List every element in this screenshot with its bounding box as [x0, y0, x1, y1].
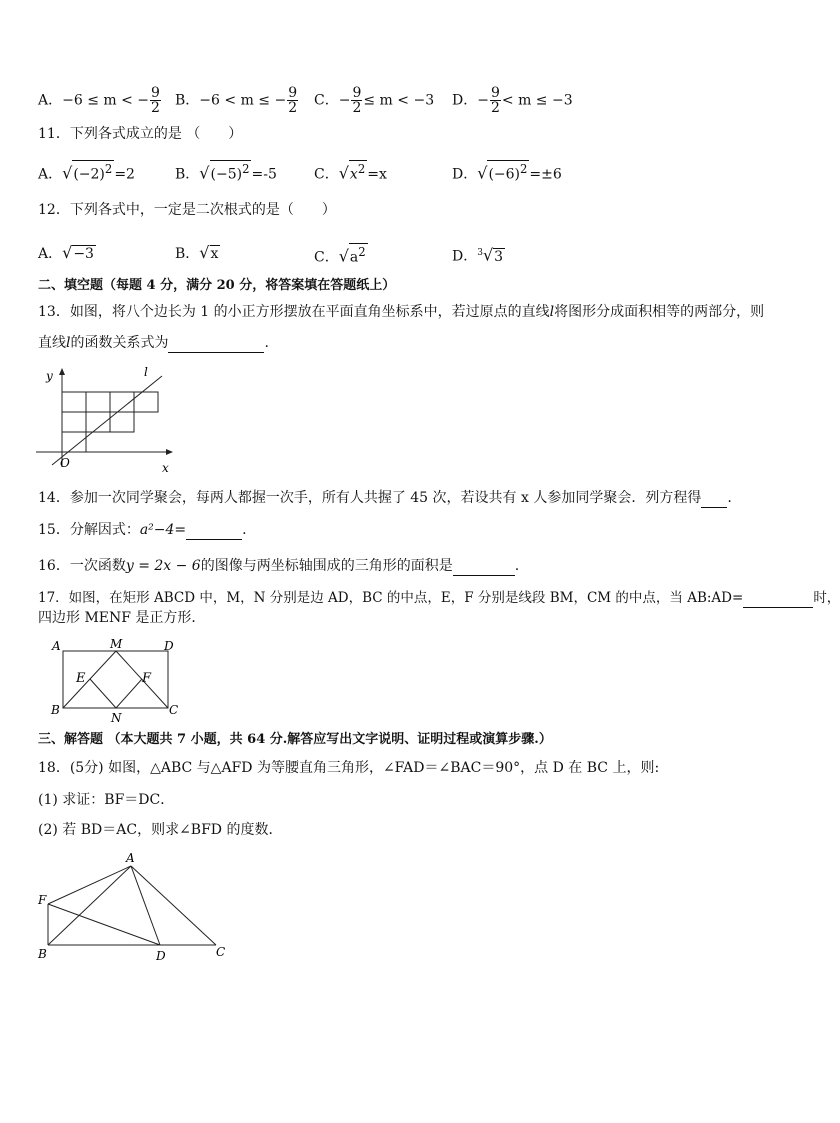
- q12-option-d: D．$^3$√3: [452, 245, 504, 265]
- q12-option-a: A．√−3: [38, 243, 94, 262]
- label-a: A: [126, 851, 135, 865]
- label-o: O: [60, 456, 70, 470]
- section-2-heading: 二、填空题（每题 4 分，满分 20 分，将答案填在答题纸上）: [38, 278, 396, 293]
- label-d: D: [156, 949, 166, 963]
- q11-option-b: B．$√(-5)^2 =-5$: [175, 162, 277, 183]
- square: [86, 392, 110, 412]
- segment-ab: [48, 866, 131, 945]
- q10-option-d: D．− $\frac{9}{2}$ < m ≤ −3: [452, 85, 573, 116]
- q12-stem: 12．下列各式中，一定是二次根式的是（ ）: [38, 202, 336, 218]
- square: [86, 412, 110, 432]
- q14-answer-blank[interactable]: [701, 491, 727, 508]
- label-b: B: [38, 947, 47, 961]
- segment-fd: [48, 904, 160, 945]
- q11-stem: 11．下列各式成立的是 （ ）: [38, 126, 243, 142]
- q16: 16．一次函数y = 2x − 6的图像与两坐标轴围成的三角形的面积是 .: [38, 558, 520, 574]
- q13-line2: 直线l的函数关系式为 .: [38, 335, 269, 351]
- label-m: M: [110, 637, 123, 651]
- label-l: l: [144, 365, 148, 379]
- segment-ad: [131, 866, 160, 945]
- q10-option-c: C．− $\frac{9}{2}$ ≤ m < −3: [314, 85, 435, 116]
- q15-answer-blank[interactable]: [186, 523, 242, 540]
- q12-option-c: C．$√a^2$: [314, 245, 366, 266]
- q11-option-c: C．$√x^2 =x$: [314, 162, 387, 183]
- square: [134, 392, 158, 412]
- q11-option-d: D．$√(-6)^2 =\pm 6$: [452, 162, 562, 183]
- label-f: F: [142, 671, 152, 686]
- q12-option-b: B．√x: [175, 243, 219, 262]
- label-a: A: [52, 639, 61, 653]
- label-x: x: [162, 461, 169, 475]
- q17-line2: 四边形 MENF 是正方形．: [38, 610, 206, 626]
- segment-ac: [131, 866, 216, 945]
- segment-af: [48, 866, 131, 904]
- q14: 14．参加一次同学聚会，每两人都握一次手，所有人共握了 45 次，若设共有 x 人参加同学聚会．列方程得 .: [38, 490, 732, 506]
- label-b: B: [51, 703, 60, 717]
- square: [62, 392, 86, 412]
- segments-en-fn: [90, 679, 142, 708]
- q17-answer-blank[interactable]: [743, 591, 813, 608]
- y-arrow-icon: [59, 368, 65, 375]
- q17-line1: 17．如图，在矩形 ABCD 中，M，N 分别是边 AD，BC 的中点，E，F 分别是线段 BM，CM 的中点，当 AB:AD= 时，: [38, 590, 840, 606]
- q13-figure: [30, 362, 180, 477]
- square: [62, 412, 86, 432]
- label-f: F: [38, 893, 47, 907]
- q13-answer-blank[interactable]: [168, 336, 264, 353]
- label-y: y: [46, 369, 53, 383]
- q18-line1: 18．(5分) 如图，△ABC 与△AFD 为等腰直角三角形，∠FAD＝∠BAC＝90°，点 D 在 BC 上，则:: [38, 760, 660, 776]
- label-c: C: [169, 703, 179, 717]
- label-n: N: [111, 711, 122, 725]
- q10-option-a: A．−6 ≤ m < − $\frac{9}{2}$: [38, 85, 160, 116]
- q17-figure: [48, 636, 188, 728]
- q11-option-a: A．$√(-2)^2 =2$: [38, 162, 135, 183]
- q18-line3: (2) 若 BD＝AC，则求∠BFD 的度数．: [38, 822, 283, 838]
- label-d: D: [164, 639, 174, 653]
- square: [62, 432, 86, 452]
- q16-answer-blank[interactable]: [453, 559, 515, 576]
- q18-line2: (1) 求证：BF＝DC．: [38, 792, 175, 808]
- section-3-heading: 三、解答题 （本大题共 7 小题，共 64 分.解答应写出文字说明、证明过程或演算步骤.）: [38, 732, 552, 747]
- q15: 15．分解因式：a²−4= .: [38, 522, 247, 538]
- q18-figure: [34, 848, 234, 966]
- q10-option-b: B．−6 < m ≤ − $\frac{9}{2}$: [175, 85, 298, 116]
- label-e: E: [76, 671, 86, 686]
- x-arrow-icon: [166, 449, 173, 455]
- label-c: C: [216, 945, 226, 959]
- q13-line1: 13．如图，将八个边长为 1 的小正方形摆放在平面直角坐标系中，若过原点的直线l将图形分成面积相等的两部分，则: [38, 304, 765, 320]
